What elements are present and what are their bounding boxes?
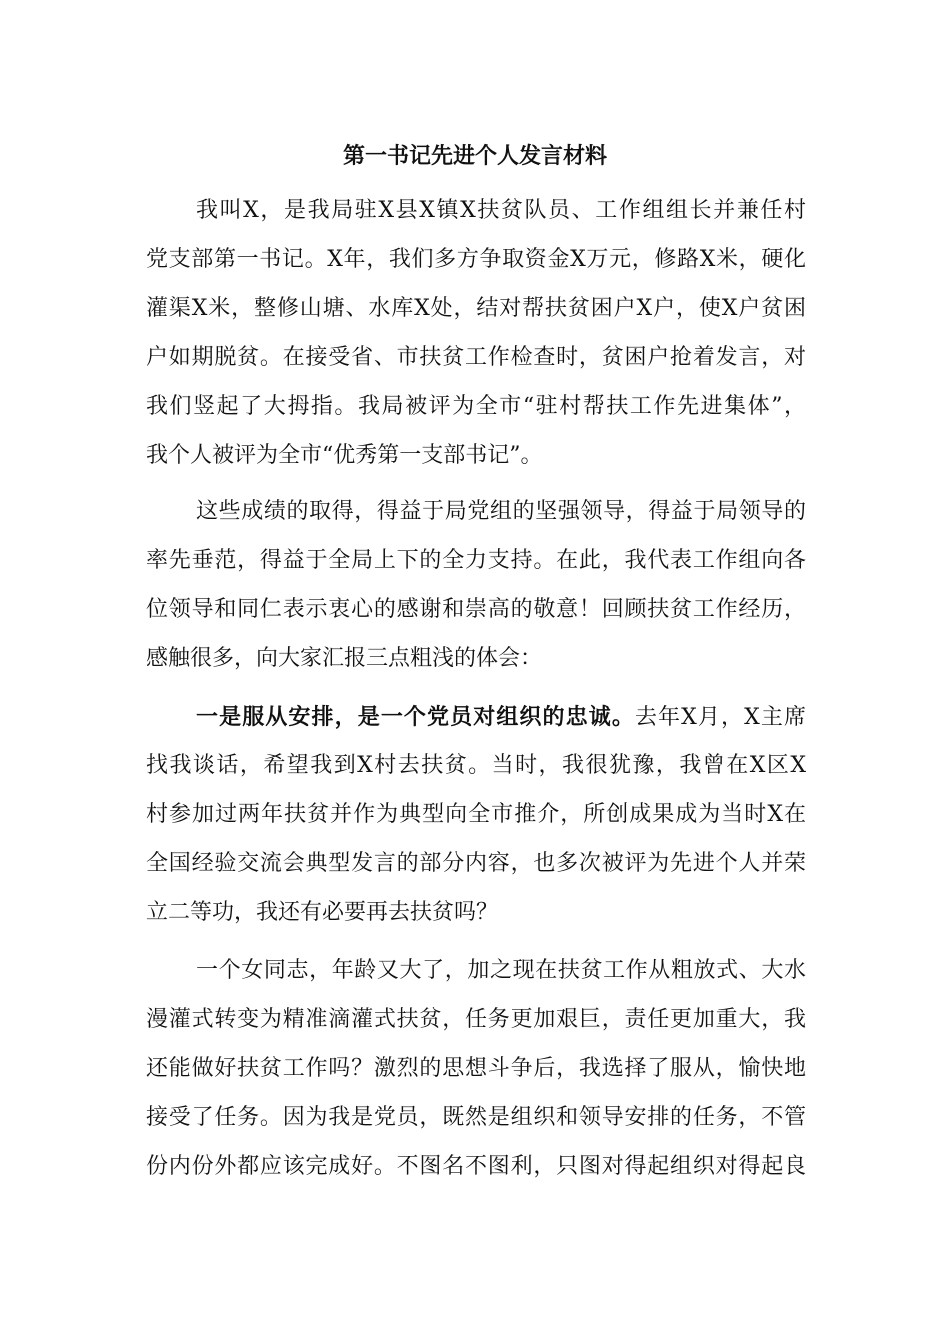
paragraph-line: 漫灌式转变为精准滴灌式扶贫，任务更加艰巨，责任更加重大，我 [146,1007,806,1032]
paragraph-line: 这些成绩的取得，得益于局党组的坚强领导，得益于局领导的 [196,499,806,524]
paragraph-line: 位领导和同仁表示衷心的感谢和崇高的敬意！回顾扶贫工作经历， [146,597,806,622]
paragraph-line: 我们竖起了大拇指。我局被评为全市“驻村帮扶工作先进集体”， [146,394,806,419]
paragraph-line: 灌渠X米，整修山塘、水库X处，结对帮扶贫困户X户，使X户贫困 [146,296,806,321]
paragraph-line: 党支部第一书记。X年，我们多方争取资金X万元，修路X米，硬化 [146,247,806,272]
paragraph-line: 我叫X，是我局驻X县X镇X扶贫队员、工作组组长并兼任村 [196,198,806,223]
section-heading: 一是服从安排，是一个党员对组织的忠诚。 [196,704,635,730]
paragraph-line: 份内份外都应该完成好。不图名不图利，只图对得起组织对得起良 [146,1154,806,1179]
paragraph-line: 我个人被评为全市“优秀第一支部书记”。 [146,443,543,468]
paragraph-line: 立二等功，我还有必要再去扶贫吗？ [146,900,499,925]
paragraph-line: 率先垂范，得益于全局上下的全力支持。在此，我代表工作组向各 [146,548,806,573]
paragraph-text: 去年X月，X主席 [634,705,806,730]
paragraph-line: 村参加过两年扶贫并作为典型向全市推介，所创成果成为当时X在 [146,802,806,827]
document-title: 第一书记先进个人发言材料 [342,143,607,169]
paragraph-line: 还能做好扶贫工作吗？激烈的思想斗争后，我选择了服从，愉快地 [146,1056,806,1081]
paragraph-line: 一个女同志，年龄又大了，加之现在扶贫工作从粗放式、大水 [196,958,806,983]
paragraph-line [196,699,806,735]
paragraph-line: 户如期脱贫。在接受省、市扶贫工作检查时，贫困户抢着发言，对 [146,345,806,370]
paragraph-line: 全国经验交流会典型发言的部分内容，也多次被评为先进个人并荣 [146,851,806,876]
paragraph-line: 感触很多，向大家汇报三点粗浅的体会： [146,646,543,671]
paragraph-line: 找我谈话，希望我到X村去扶贫。当时，我很犹豫，我曾在X区X [146,753,806,778]
paragraph-line: 接受了任务。因为我是党员，既然是组织和领导安排的任务，不管 [146,1105,806,1130]
